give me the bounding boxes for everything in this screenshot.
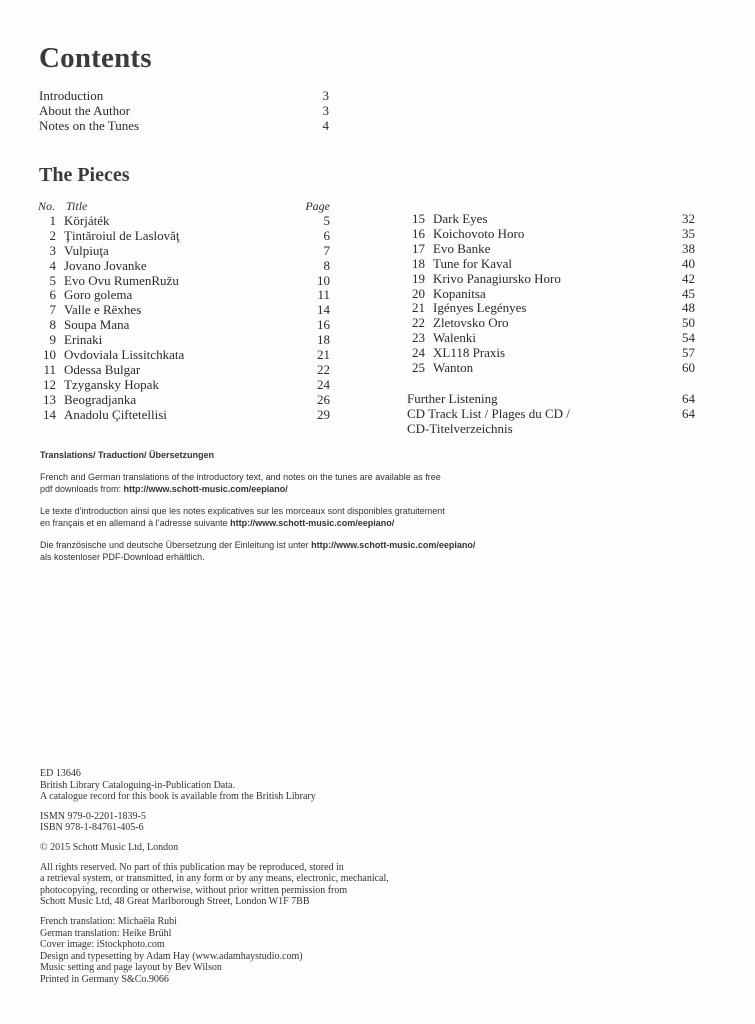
contents-item: [39, 103, 329, 118]
translation-de-line1: Die französische und deutsche Übersetzung der Einleitung ist unter: [40, 539, 312, 550]
contents-item-label: Notes on the Tunes: [39, 118, 140, 133]
translation-en: [40, 471, 560, 496]
pieces-title: The Pieces: [39, 164, 130, 186]
piece-row: [407, 227, 695, 242]
piece-row: [407, 361, 695, 376]
piece-page: 6: [323, 227, 330, 243]
piece-title: Evo Banke: [433, 240, 491, 256]
piece-title: Wanton: [433, 360, 474, 376]
piece-entry: [38, 259, 147, 274]
imprint-line: Schott Music Ltd, 48 Great Marlborough Street, London W1F 7BB: [40, 896, 310, 908]
piece-title: Zletovsko Oro: [433, 315, 509, 331]
piece-page: 48: [682, 300, 695, 316]
piece-row: [38, 259, 330, 274]
piece-entry: [38, 318, 129, 333]
piece-number: 10: [43, 347, 56, 363]
extra-item-line: CD-Titelverzeichnis: [407, 421, 513, 436]
imprint-line: ISMN 979-0-2201-1839-5: [40, 810, 146, 822]
translation-en-line1: French and German translations of the introductory text, and notes on the tunes are available as free: [40, 471, 441, 482]
extra-item-page: 64: [682, 406, 695, 421]
piece-page: 29: [317, 406, 330, 422]
pieces-list-left: [38, 199, 330, 423]
extra-item-label: [407, 406, 570, 436]
translation-fr-line2: en français et en allemand à l’adresse suivante: [40, 518, 231, 528]
piece-row: [407, 301, 695, 316]
piece-entry: [38, 244, 109, 259]
translations-heading: Translations/ Traduction/ Übersetzungen: [40, 450, 215, 460]
piece-number: 13: [43, 391, 56, 407]
extra-item-page: 64: [682, 391, 695, 406]
piece-entry: [38, 408, 167, 423]
piece-page: 38: [682, 240, 695, 256]
contents-item-label: Introduction: [39, 88, 104, 103]
piece-title: Walenki: [433, 330, 476, 346]
piece-entry: [407, 257, 512, 272]
piece-entry: [407, 331, 476, 346]
piece-number: 2: [49, 227, 56, 243]
extra-item: [407, 391, 695, 406]
extra-list: [407, 391, 695, 436]
piece-number: 16: [412, 225, 425, 241]
piece-number: 9: [49, 332, 56, 348]
piece-number: 7: [49, 302, 56, 318]
piece-title: Dark Eyes: [433, 211, 488, 226]
piece-title: Körjáték: [64, 212, 110, 228]
piece-page: 14: [317, 302, 330, 318]
piece-title: Valle e Rëxhes: [64, 302, 142, 318]
piece-page: 8: [323, 257, 330, 273]
piece-entry: [407, 301, 527, 316]
imprint-block3: [40, 842, 460, 854]
piece-page: 10: [317, 272, 330, 288]
title-header: Title: [66, 199, 88, 213]
piece-title: Ovdoviala Lissitchkata: [64, 347, 185, 363]
piece-page: 60: [682, 360, 695, 376]
imprint: [40, 768, 460, 994]
piece-entry: [38, 229, 180, 244]
contents-item-page: 4: [322, 118, 329, 133]
piece-entry: [407, 227, 524, 242]
translation-url-de[interactable]: http://www.schott-music.com/eepiano/: [311, 539, 476, 550]
piece-number: 19: [412, 270, 425, 286]
piece-row: [38, 378, 330, 393]
contents-item-page: 3: [322, 88, 329, 103]
piece-number: 15: [412, 211, 425, 226]
piece-number: 6: [49, 287, 56, 303]
piece-number: 24: [412, 345, 425, 361]
piece-title: Krivo Panagiursko Horo: [433, 270, 561, 286]
piece-entry: [407, 316, 508, 331]
piece-page: 18: [317, 332, 330, 348]
piece-entry: [407, 361, 473, 376]
piece-row: [407, 212, 695, 227]
imprint-block4: [40, 862, 460, 908]
piece-title: Kopanitsa: [433, 285, 486, 301]
contents-item: [39, 88, 329, 103]
piece-page: 50: [682, 315, 695, 331]
piece-page: 32: [682, 211, 695, 226]
piece-entry: [38, 303, 141, 318]
piece-number: 12: [43, 376, 56, 392]
piece-row: [38, 333, 330, 348]
translation-de: [40, 539, 560, 564]
piece-entry: [407, 242, 490, 257]
piece-row: [38, 318, 330, 333]
piece-number: 8: [49, 317, 56, 333]
imprint-line: British Library Cataloguing-in-Publication Data.: [40, 779, 235, 791]
contents-item-label: About the Author: [39, 103, 130, 118]
piece-title: Tzygansky Hopak: [64, 376, 159, 392]
piece-title: Beogradjanka: [64, 391, 137, 407]
imprint-block1: [40, 768, 460, 803]
piece-row: [407, 316, 695, 331]
piece-number: 1: [49, 212, 56, 228]
piece-entry: [407, 272, 561, 287]
piece-title: Tune for Kaval: [433, 255, 512, 271]
piece-row: [38, 303, 330, 318]
piece-number: 21: [412, 300, 425, 316]
piece-entry: [38, 288, 132, 303]
imprint-line: German translation: Heike Brühl: [40, 927, 172, 939]
piece-row: [38, 408, 330, 423]
translation-url-en[interactable]: http://www.schott-music.com/eepiano/: [123, 484, 288, 494]
piece-number: 25: [412, 360, 425, 376]
imprint-line: All rights reserved. No part of this publication may be reproduced, stored in: [40, 861, 344, 873]
imprint-block5: [40, 916, 460, 986]
contents-title: Contents: [39, 42, 152, 74]
piece-number: 17: [412, 240, 425, 256]
piece-row: [407, 346, 695, 361]
contents-item-page: 3: [322, 103, 329, 118]
imprint-line: © 2015 Schott Music Ltd, London: [40, 841, 179, 853]
piece-page: 5: [323, 212, 330, 228]
translations-section: [40, 449, 560, 573]
piece-page: 22: [317, 361, 330, 377]
imprint-block2: [40, 811, 460, 834]
piece-title: Evo Ovu RumenRužu: [64, 272, 179, 288]
piece-number: 11: [43, 361, 56, 377]
piece-page: 42: [682, 270, 695, 286]
piece-row: [407, 331, 695, 346]
translation-de-line2: als kostenloser PDF-Download erhältlich.: [40, 552, 205, 562]
piece-entry: [407, 212, 488, 227]
piece-row: [38, 229, 330, 244]
piece-number: 18: [412, 255, 425, 271]
piece-page: 40: [682, 255, 695, 271]
extra-item: [407, 406, 695, 436]
no-header: No.: [38, 199, 56, 213]
extra-item-label: [407, 391, 498, 406]
translation-fr: [40, 505, 560, 530]
piece-title: Soupa Mana: [64, 317, 130, 333]
pieces-list-right: [407, 212, 695, 376]
piece-page: 35: [682, 225, 695, 241]
page-header: Page: [305, 199, 330, 213]
imprint-line: A catalogue record for this book is available from the British Library: [40, 791, 316, 803]
imprint-line: Printed in Germany S&Co.9066: [40, 973, 169, 985]
piece-number: 5: [49, 272, 56, 288]
piece-entry: [38, 333, 102, 348]
piece-title: Anadolu Çiftetellisi: [64, 406, 167, 422]
piece-title: Erinaki: [64, 332, 103, 348]
piece-number: 23: [412, 330, 425, 346]
piece-title: XL118 Praxis: [433, 345, 506, 361]
piece-entry: [38, 363, 140, 378]
piece-page: 54: [682, 330, 695, 346]
piece-row: [38, 348, 330, 363]
piece-row: [407, 257, 695, 272]
piece-row: [407, 287, 695, 302]
imprint-line: photocopying, recording or otherwise, without prior written permission from: [40, 884, 348, 896]
pieces-header: [38, 199, 330, 214]
piece-number: 3: [49, 242, 56, 258]
extra-item-line: Further Listening: [407, 391, 498, 406]
piece-row: [38, 288, 330, 303]
piece-title: Ţintăroiul de Laslovăţ: [64, 227, 180, 243]
imprint-line: ISBN 978-1-84761-405-6: [40, 822, 144, 834]
piece-row: [38, 363, 330, 378]
piece-entry: [407, 346, 505, 361]
piece-title: Jovano Jovanke: [64, 257, 147, 273]
translation-en-line2: pdf downloads from:: [40, 484, 124, 494]
piece-entry: [38, 393, 136, 408]
contents-item: [39, 118, 329, 133]
piece-page: 24: [317, 376, 330, 392]
piece-entry: [38, 348, 184, 363]
piece-row: [38, 214, 330, 229]
piece-page: 45: [682, 285, 695, 301]
piece-row: [38, 274, 330, 289]
imprint-line: ED 13646: [40, 768, 81, 779]
imprint-line: Cover image: iStockphoto.com: [40, 939, 165, 951]
contents-list: [39, 88, 329, 133]
piece-page: 7: [323, 242, 330, 258]
piece-title: Goro golema: [64, 287, 133, 303]
piece-row: [38, 244, 330, 259]
imprint-line: French translation: Michaëla Rubi: [40, 915, 177, 927]
piece-page: 26: [317, 391, 330, 407]
piece-page: 21: [317, 347, 330, 363]
piece-row: [407, 242, 695, 257]
piece-number: 20: [412, 285, 425, 301]
piece-page: 16: [317, 317, 330, 333]
piece-entry: [407, 287, 486, 302]
piece-number: 14: [43, 406, 56, 422]
translation-fr-line1: Le texte d’introduction ainsi que les notes explicatives sur les morceaux sont disponibles gratuitement: [40, 505, 445, 516]
piece-number: 22: [412, 315, 425, 331]
piece-title: Igényes Legényes: [433, 300, 527, 316]
piece-entry: [38, 378, 159, 393]
piece-number: 4: [49, 257, 56, 273]
piece-entry: [38, 214, 109, 229]
piece-entry: [38, 274, 179, 289]
piece-page: 57: [682, 345, 695, 361]
imprint-line: Music setting and page layout by Bev Wilson: [40, 962, 222, 974]
translation-url-fr[interactable]: http://www.schott-music.com/eepiano/: [230, 518, 395, 528]
piece-row: [38, 393, 330, 408]
piece-title: Koichovoto Horo: [433, 225, 525, 241]
piece-title: Vulpiuţa: [64, 242, 109, 258]
extra-item-line: CD Track List / Plages du CD /: [407, 406, 570, 421]
imprint-line: a retrieval system, or transmitted, in any form or by any means, electronic, mechanical,: [40, 873, 389, 885]
piece-title: Odessa Bulgar: [64, 361, 141, 377]
imprint-line: Design and typesetting by Adam Hay (www.adamhaystudio.com): [40, 950, 303, 962]
piece-page: 11: [317, 287, 330, 303]
piece-row: [407, 272, 695, 287]
